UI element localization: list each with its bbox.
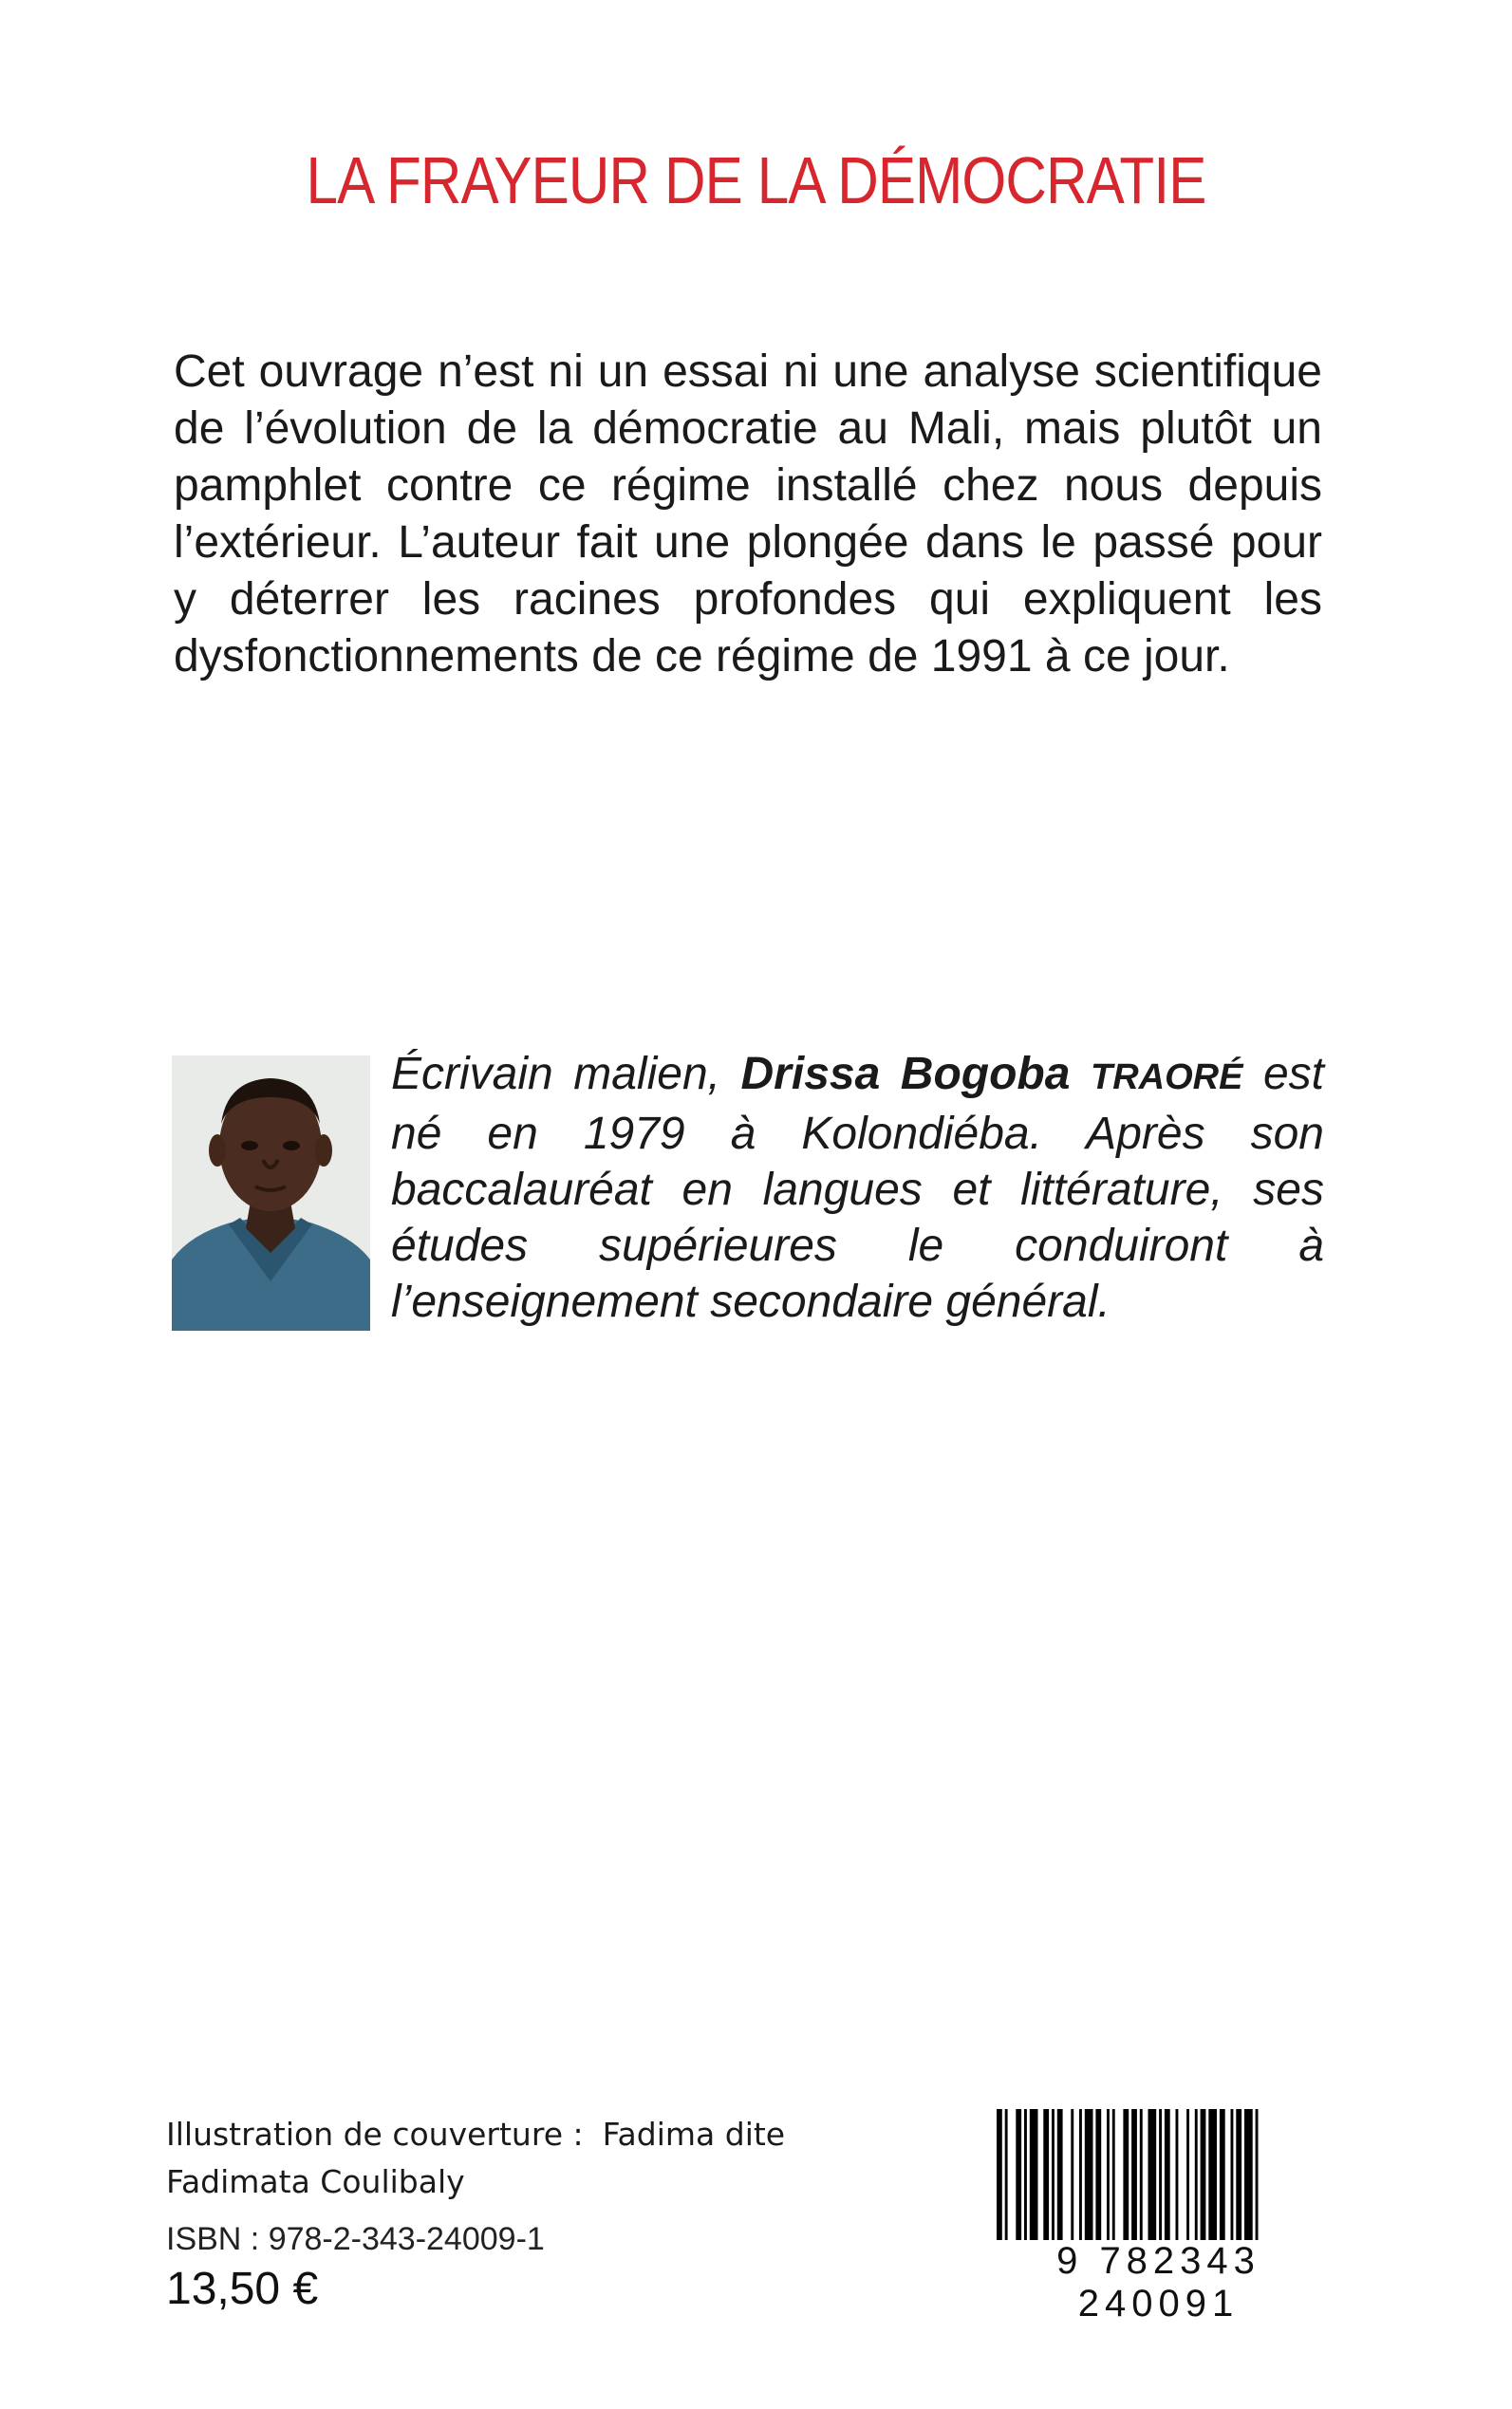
book-summary: Cet ouvrage n’est ni un essai ni une analyse scientifique de l’évolution de la démocratie au Mali, mais plutôt un pamphlet contre ce régime installé chez nous depuis l’extérieur. L’auteur fait une plongée dans le passé pour y déterrer les racines profondes qui expliquent les dysfonctionnements de ce régime de 1991 à ce jour.: [174, 346, 1322, 682]
illustration-credit: [166, 2111, 916, 2206]
author-bio: [391, 1046, 1324, 1330]
book-title: LA FRAYEUR DE LA DÉMOCRATIE: [306, 143, 1206, 217]
author-last-name: TRAORÉ: [1090, 1057, 1243, 1097]
credit-label: Illustration de couverture :: [166, 2116, 584, 2153]
isbn: ISBN : 978-2-343-24009-1: [166, 2221, 545, 2257]
barcode-digits: 9 782343 240091: [985, 2240, 1332, 2325]
price: 13,50 €: [166, 2264, 319, 2314]
credit-name: Fadima dite Fadimata Coulibaly: [166, 2116, 786, 2200]
author-photo: [172, 1055, 370, 1331]
bio-intro: Écrivain malien,: [391, 1049, 741, 1099]
bio-text: est né en 1979 à Kolondiéba. Après son baccalauréat en langues et littérature, ses études supérieures le conduiront à l’enseignement secondaire général.: [391, 1049, 1324, 1327]
author-first-name: Drissa Bogoba: [740, 1049, 1071, 1099]
